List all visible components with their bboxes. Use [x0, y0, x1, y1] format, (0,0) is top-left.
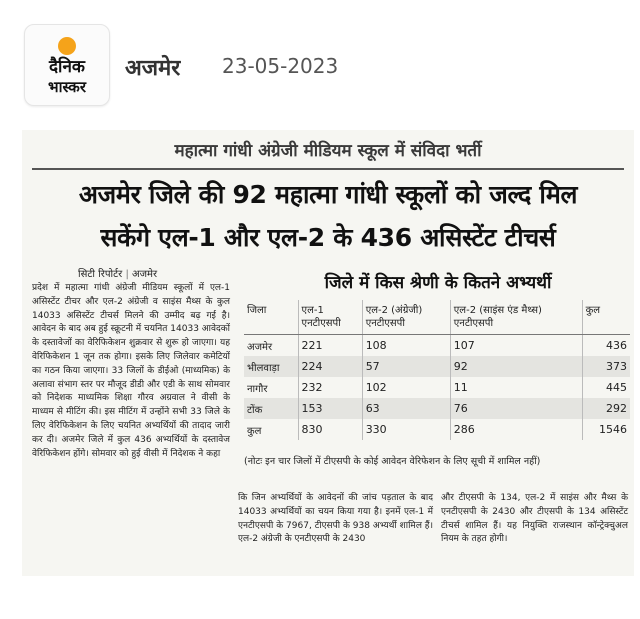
table-header-row — [244, 300, 630, 335]
cell-total: 292 — [582, 398, 630, 419]
cell-l2-english: 330 — [362, 419, 450, 440]
cell-district: टोंक — [244, 398, 298, 419]
cell-district: भीलवाड़ा — [244, 356, 298, 377]
cell-l2-english: 63 — [362, 398, 450, 419]
cell-l1: 221 — [298, 335, 362, 357]
cell-l1: 224 — [298, 356, 362, 377]
cell-district: नागौर — [247, 383, 268, 395]
edition-date: 23-05-2023 — [222, 54, 339, 78]
cell-l2-science: 92 — [450, 356, 582, 377]
cell-district: अजमेर — [247, 341, 273, 353]
cell-l1: 830 — [298, 419, 362, 440]
header-cell-district: जिला — [244, 300, 298, 335]
sun-icon — [58, 37, 76, 55]
table-note: (नोटः इन चार जिलों में टीएसपी के कोई आवेदन वेरिफेशन के लिए सूची में शामिल नहीं) — [244, 456, 541, 467]
cell-l2-english: 57 — [362, 356, 450, 377]
cell-l2-english: 108 — [362, 335, 450, 357]
cell-l2-science: 11 — [450, 377, 582, 398]
cell-total: 445 — [582, 377, 630, 398]
kicker-divider — [32, 168, 624, 170]
dainik-bhaskar-logo — [24, 24, 110, 106]
cell-total: 1546 — [582, 419, 630, 440]
byline-place: अजमेर — [132, 269, 158, 280]
candidates-table — [244, 300, 630, 440]
byline — [78, 266, 157, 280]
header-cell-l1: एल-1 एनटीएसपी — [298, 300, 362, 335]
table-row — [244, 335, 630, 357]
header-cell-l2-english: एल-2 (अंग्रेजी) एनटीएसपी — [362, 300, 450, 335]
headline-line1: अजमेर जिले की 92 महात्मा गांधी स्कूलों को जल्द मिल — [78, 180, 578, 209]
logo-text-line1: दैनिक — [49, 57, 85, 77]
header-cell-total: कुल — [582, 300, 630, 335]
edition-city: अजमेर — [125, 56, 181, 81]
cell-l2-science: 286 — [450, 419, 582, 440]
table-title: जिले में किस श्रेणी के कितने अभ्यर्थी — [324, 273, 552, 293]
table-total-row — [244, 419, 630, 440]
cell-l2-science: 76 — [450, 398, 582, 419]
table-row — [244, 377, 630, 398]
cell-l2-science: 107 — [450, 335, 582, 357]
cell-district: कुल — [247, 425, 262, 437]
article-column-3: और टीएसपी के 134, एल-2 में साइंस और मैथ्स के एनटीएसपी के 2430 और टीएसपी के 134 असिस्टेंट टीचर्स शामिल हैं। यह नियुक्ति राजस्थान कॉन्ट्रेक्चुअल नियम के तहत होगी। — [441, 493, 628, 545]
logo-text-line2: भास्कर — [48, 78, 86, 96]
table-row — [244, 398, 630, 419]
article-column-2: कि जिन अभ्यर्थियों के आवेदनों की जांच पड़ताल के बाद 14033 अभ्यर्थियों का चयन किया गया है। इनमें एल-1 में एनटीएसपी के 7967, टीएसपी के 938 अभ्यर्थी शामिल हैं। एल-2 अंग्रेजी के एनटीएसपी के 2430 — [238, 493, 433, 545]
cell-l1: 153 — [298, 398, 362, 419]
header-cell-l2-science-maths: एल-2 (साइंस एंड मैथ्स) एनटीएसपी — [450, 300, 582, 335]
cell-total: 373 — [582, 356, 630, 377]
article-column-1: प्रदेश में महात्मा गांधी अंग्रेजी मीडियम स्कूलों में एल-1 असिस्टेंट टीचर और एल-2 अंग्रेजी व साइंस मैथ्स के कुल 14033 असिस्टेंट टीचर्स मिलने की उम्मीद बढ़ गई है। आवेदन के बाद अब हुई स्क्रूटनी में चयनित 14033 आवेदकों के दस्तावेजों का वेरिफिकेशन शुक्रवार से शुरू हो जाएगा। यह वेरिफिकेशन 1 जून तक होगा। इसके लिए जिलेवार कमेटियों का गठन किया जाएगा। 33 जिलों के डीईओ (माध्यमिक) के अलावा संभाग स्तर पर मौजूद डीडी और एडी के साथ सोमवार को निदेशक माध्यमिक शिक्षा गौरव अग्रवाल ने वीसी के माध्यम से मीटिंग की। इस मीटिंग में उन्होंने सभी 33 जिले के लिए वेरिफिकेशन के लिए चयनित अभ्यर्थियों की तादाद जारी कर दी। अजमेर जिले में कुल 436 अभ्यर्थियों के दस्तावेज वेरिफिकेशन होंगे। सोमवार को हुई वीसी में निदेशक ने कहा — [32, 283, 231, 459]
cell-l2-english: 102 — [362, 377, 450, 398]
byline-separator: | — [125, 269, 132, 280]
table-row — [244, 356, 630, 377]
article-kicker: महात्मा गांधी अंग्रेजी मीडियम स्कूल में संविदा भर्ती — [174, 141, 482, 161]
cell-l1: 232 — [298, 377, 362, 398]
news-clipping — [22, 130, 634, 576]
cell-total: 436 — [582, 335, 630, 357]
headline-line2: सकेंगे एल-1 और एल-2 के 436 असिस्टेंट टीचर्स — [100, 223, 556, 252]
byline-author: सिटी रिपोर्टर — [78, 269, 123, 280]
